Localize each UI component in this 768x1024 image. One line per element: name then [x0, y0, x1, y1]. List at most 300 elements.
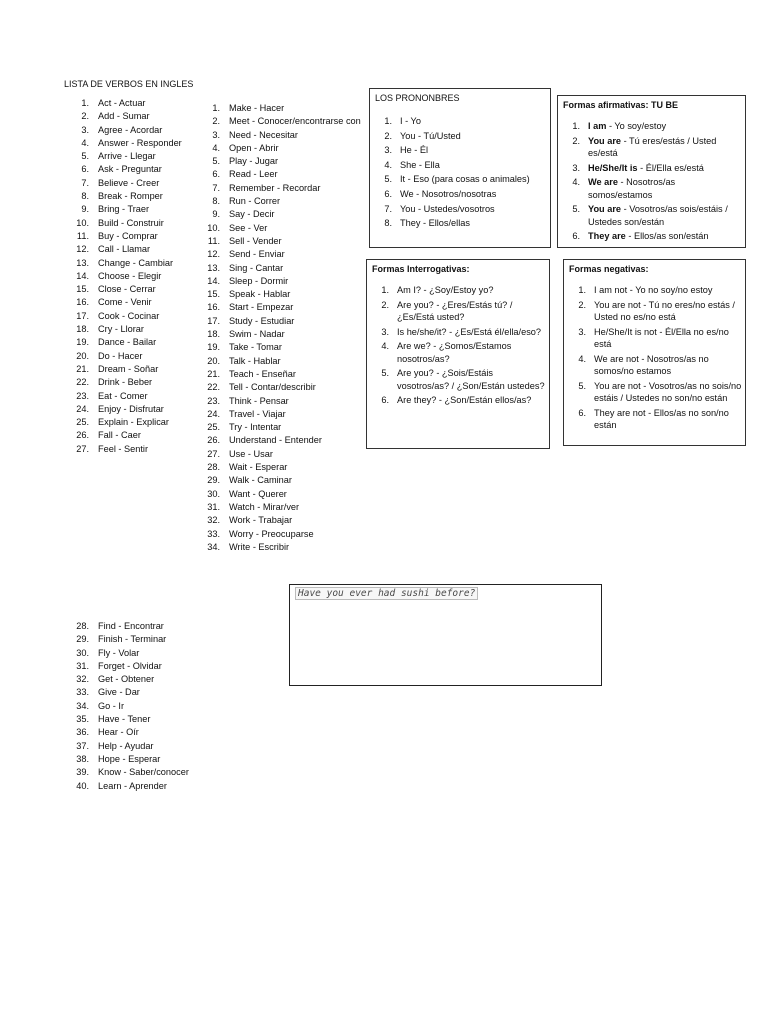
verb-item	[206, 275, 368, 288]
verb-number: 16.	[76, 297, 89, 308]
verb-text: Get - Obtener	[98, 674, 155, 685]
verb-number: 10.	[207, 222, 220, 233]
verb-number: 19.	[76, 337, 89, 348]
list-item	[376, 173, 546, 185]
verb-text: Enjoy - Disfrutar	[98, 403, 164, 414]
verb-number: 12.	[76, 244, 89, 255]
verb-text: Bring - Traer	[98, 204, 150, 215]
item-text: Are we? - ¿Somos/Estamos nosotros/as?	[397, 341, 512, 364]
verb-text: Study - Estudiar	[229, 315, 295, 326]
verb-number: 1.	[212, 103, 220, 113]
item-number: 3.	[384, 145, 392, 156]
verb-text: Believe - Creer	[98, 177, 160, 188]
verb-text: Hear - Oír	[98, 727, 139, 738]
verb-item	[206, 248, 368, 261]
verb-text: Run - Correr	[229, 196, 281, 207]
verb-item	[75, 283, 182, 296]
verb-number: 12.	[207, 249, 220, 260]
verb-text: Worry - Preocuparse	[229, 528, 314, 539]
item-number: 2.	[384, 130, 392, 141]
list-item	[570, 326, 742, 351]
verb-text: Explain - Explicar	[98, 417, 169, 428]
verb-item	[75, 740, 189, 753]
verb-text: Come - Venir	[98, 297, 152, 308]
item-text: Are you? - ¿Eres/Estás tú? / ¿Es/Está usted?	[397, 299, 513, 322]
verb-number: 23.	[207, 395, 220, 406]
verb-text: Help - Ayudar	[98, 740, 154, 751]
list-item	[373, 340, 545, 365]
verb-number: 26.	[207, 435, 220, 446]
item-text	[588, 162, 742, 174]
verb-item	[206, 395, 368, 408]
verb-number: 14.	[76, 270, 89, 281]
item-number: 7.	[384, 203, 392, 214]
verb-item	[206, 474, 368, 487]
verb-number: 21.	[207, 368, 220, 379]
verb-text: Add - Sumar	[98, 111, 150, 122]
verb-text: Write - Escribir	[229, 541, 290, 552]
verb-item	[206, 142, 368, 155]
verb-number: 13.	[76, 257, 89, 268]
item-number: 2.	[578, 299, 586, 310]
verb-item	[75, 296, 182, 309]
list-item	[376, 188, 546, 200]
list-item	[564, 203, 742, 228]
list-item	[373, 284, 545, 296]
verb-item	[75, 403, 182, 416]
verb-item	[206, 235, 368, 248]
verb-text: Give - Dar	[98, 687, 140, 698]
item-number: 2.	[381, 299, 389, 310]
verb-number: 24.	[207, 408, 220, 419]
verb-number: 40.	[76, 780, 89, 791]
verb-item	[206, 355, 368, 368]
list-item	[564, 176, 742, 201]
verb-item	[206, 528, 368, 541]
verb-item	[75, 390, 182, 403]
verb-text: Cry - Llorar	[98, 324, 144, 335]
verb-number: 20.	[76, 350, 89, 361]
verb-text: Sleep - Dormir	[229, 275, 289, 286]
verb-number: 5.	[81, 151, 89, 162]
item-number: 5.	[384, 174, 392, 185]
item-text: You are not - Vosotros/as no sois/no estáis / Ustedes no son/no están	[594, 380, 742, 403]
verb-item	[206, 368, 368, 381]
verb-item	[75, 647, 189, 660]
verb-number: 2.	[212, 116, 220, 127]
verb-number: 21.	[76, 363, 89, 374]
verb-text: Eat - Comer	[98, 390, 148, 401]
item-text: He - Él	[400, 145, 429, 156]
verb-text: Dream - Soñar	[98, 363, 159, 374]
item-text: Are they? - ¿Son/Están ellos/as?	[397, 395, 532, 406]
verb-number: 37.	[76, 740, 89, 751]
verb-item	[75, 257, 182, 270]
verb-text: Ask - Preguntar	[98, 164, 162, 175]
sushi-prompt-text: Have you ever had sushi before?	[295, 587, 478, 600]
verb-item	[206, 129, 368, 142]
pronouns-box	[369, 88, 551, 248]
item-rest-text: - Nosotros/as somos/estamos	[588, 177, 676, 200]
verb-number: 6.	[212, 169, 220, 180]
list-item	[564, 230, 742, 242]
verb-list-column-1	[75, 97, 182, 456]
verb-text: Want - Querer	[229, 488, 287, 499]
verb-item	[75, 766, 189, 779]
item-number: 1.	[572, 121, 580, 131]
pronouns-list	[376, 115, 546, 232]
verb-number: 26.	[76, 430, 89, 441]
verb-item	[75, 163, 182, 176]
verb-list-column-3	[75, 620, 189, 793]
verb-text: Buy - Comprar	[98, 230, 158, 241]
verb-number: 18.	[207, 329, 220, 340]
verb-item	[206, 448, 368, 461]
verb-text: Send - Enviar	[229, 249, 285, 260]
verb-item	[206, 155, 368, 168]
item-number: 3.	[381, 326, 389, 337]
verb-item	[206, 301, 368, 314]
verb-text: Make - Hacer	[229, 103, 285, 113]
verb-item	[75, 429, 182, 442]
verb-item	[206, 461, 368, 474]
verb-text: Remember - Recordar	[229, 182, 321, 193]
verb-number: 31.	[207, 501, 220, 512]
item-bold-text: You are	[588, 135, 622, 146]
item-number: 3.	[578, 326, 586, 337]
verb-text: Speak - Hablar	[229, 289, 291, 300]
item-bold-text: You are	[588, 204, 622, 215]
verb-number: 10.	[76, 217, 89, 228]
list-item	[376, 217, 546, 229]
verb-text: Start - Empezar	[229, 302, 294, 313]
verb-text: Go - Ir	[98, 700, 125, 711]
verb-item	[206, 102, 368, 115]
verb-number: 35.	[76, 714, 89, 725]
verb-text: Have - Tener	[98, 714, 151, 725]
item-number: 1.	[578, 285, 586, 295]
verb-item	[75, 700, 189, 713]
verb-number: 3.	[212, 129, 220, 140]
negative-forms-title: Formas negativas:	[569, 264, 649, 274]
verb-number: 22.	[207, 382, 220, 393]
item-text: They are not - Ellos/as no son/no están	[594, 407, 729, 430]
verb-text: Take - Tomar	[229, 342, 282, 353]
item-text: You - Ustedes/vosotros	[400, 203, 495, 214]
verb-text: Sell - Vender	[229, 235, 282, 246]
list-item	[570, 380, 742, 405]
item-number: 1.	[384, 116, 392, 126]
negative-forms-box	[563, 259, 746, 446]
verb-number: 29.	[76, 634, 89, 645]
verb-text: Find - Encontrar	[98, 621, 164, 631]
item-number: 6.	[578, 407, 586, 418]
interrogative-forms-title: Formas Interrogativas:	[372, 264, 470, 274]
verb-item	[75, 726, 189, 739]
verb-item	[206, 341, 368, 354]
verb-number: 34.	[76, 700, 89, 711]
verb-item	[206, 262, 368, 275]
list-item	[570, 353, 742, 378]
verb-number: 32.	[76, 674, 89, 685]
item-text	[588, 135, 742, 160]
list-item	[376, 115, 546, 127]
verb-item	[75, 780, 189, 793]
affirmative-forms-box	[557, 95, 746, 248]
item-text: She - Ella	[400, 159, 440, 170]
verb-number: 7.	[81, 177, 89, 188]
verb-item	[206, 408, 368, 421]
verb-text: Swim - Nadar	[229, 329, 285, 340]
verb-item	[75, 230, 182, 243]
verb-item	[75, 660, 189, 673]
verb-item	[206, 501, 368, 514]
item-rest-text: - Ellos/as son/están	[625, 231, 709, 242]
verb-number: 1.	[81, 98, 89, 108]
list-item	[570, 299, 742, 324]
list-item	[564, 135, 742, 160]
item-rest-text: - Yo soy/estoy	[606, 121, 667, 131]
item-number: 4.	[578, 353, 586, 364]
verb-item	[75, 190, 182, 203]
verb-item	[206, 421, 368, 434]
verb-item	[206, 541, 368, 554]
list-item	[570, 284, 742, 296]
list-item	[570, 407, 742, 432]
verb-number: 34.	[207, 541, 220, 552]
verb-number: 15.	[207, 289, 220, 300]
verb-item	[75, 243, 182, 256]
verb-item	[206, 195, 368, 208]
verb-text: Close - Cerrar	[98, 284, 156, 295]
item-number: 4.	[381, 341, 389, 352]
verb-number: 28.	[207, 462, 220, 473]
item-text: He/She/It is not - Él/Ella no es/no está	[594, 326, 729, 349]
item-number: 5.	[578, 380, 586, 391]
verb-text: Need - Necesitar	[229, 129, 298, 140]
interrogative-forms-list	[373, 284, 545, 409]
verb-text: Tell - Contar/describir	[229, 382, 316, 393]
verb-text: Wait - Esperar	[229, 462, 288, 473]
affirmative-forms-title: Formas afirmativas: TU BE	[563, 100, 679, 110]
verb-number: 2.	[81, 111, 89, 122]
verb-number: 7.	[212, 182, 220, 193]
verb-number: 31.	[76, 660, 89, 671]
verb-text: Open - Abrir	[229, 142, 279, 153]
verb-text: Dance - Bailar	[98, 337, 157, 348]
verb-number: 25.	[76, 417, 89, 428]
verb-number: 9.	[81, 204, 89, 215]
sushi-text-box[interactable]	[289, 584, 602, 686]
verb-number: 27.	[76, 443, 89, 454]
verb-item	[75, 124, 182, 137]
verb-text: Understand - Entender	[229, 435, 322, 446]
verb-item	[75, 310, 182, 323]
item-text	[588, 176, 742, 201]
verb-text: Fly - Volar	[98, 647, 140, 658]
verb-number: 22.	[76, 377, 89, 388]
item-number: 2.	[572, 135, 580, 146]
verb-item	[75, 686, 189, 699]
verb-item	[75, 376, 182, 389]
verb-text: Learn - Aprender	[98, 780, 167, 791]
verb-text: Know - Saber/conocer	[98, 767, 189, 778]
verb-item	[75, 203, 182, 216]
list-item	[376, 144, 546, 156]
verb-number: 39.	[76, 767, 89, 778]
verb-number: 29.	[207, 475, 220, 486]
verb-item	[75, 110, 182, 123]
verb-item	[75, 416, 182, 429]
verb-item	[206, 288, 368, 301]
verb-text: Hope - Esperar	[98, 753, 161, 764]
verb-item	[206, 115, 368, 128]
verb-number: 30.	[76, 647, 89, 658]
verb-item	[75, 177, 182, 190]
verb-item	[75, 713, 189, 726]
verb-item	[206, 208, 368, 221]
verb-text: Work - Trabajar	[229, 515, 293, 526]
verb-text: Arrive - Llegar	[98, 151, 156, 162]
item-number: 3.	[572, 162, 580, 173]
verb-item	[75, 363, 182, 376]
verb-text: Build - Construir	[98, 217, 164, 228]
verb-text: Say - Decir	[229, 209, 275, 220]
verb-number: 25.	[207, 422, 220, 433]
verb-text: Play - Jugar	[229, 156, 279, 167]
verb-item	[75, 673, 189, 686]
verb-item	[75, 323, 182, 336]
verb-text: Break - Romper	[98, 191, 163, 202]
verb-text: Try - Intentar	[229, 422, 282, 433]
item-number: 5.	[572, 204, 580, 215]
verb-text: Answer - Responder	[98, 137, 182, 148]
verb-text: Cook - Cocinar	[98, 310, 160, 321]
verb-number: 3.	[81, 124, 89, 135]
item-number: 5.	[381, 368, 389, 379]
list-item	[376, 159, 546, 171]
verb-item	[206, 328, 368, 341]
verb-number: 19.	[207, 342, 220, 353]
verb-text: Read - Leer	[229, 169, 278, 180]
verb-number: 38.	[76, 753, 89, 764]
item-bold-text: They are	[588, 231, 626, 242]
list-item	[564, 162, 742, 174]
verb-item	[75, 217, 182, 230]
list-item	[564, 120, 742, 132]
item-number: 6.	[384, 188, 392, 199]
verb-item	[75, 336, 182, 349]
verb-item	[206, 182, 368, 195]
verb-number: 14.	[207, 275, 220, 286]
item-text: You are not - Tú no eres/no estás / Usted no es/no está	[594, 299, 735, 322]
list-item	[376, 130, 546, 142]
negative-forms-list	[570, 284, 742, 434]
verb-text: Feel - Sentir	[98, 443, 149, 454]
verb-text: Teach - Enseñar	[229, 368, 296, 379]
verb-number: 6.	[81, 164, 89, 175]
verb-number: 4.	[212, 142, 220, 153]
item-number: 1.	[381, 285, 389, 295]
verb-number: 17.	[76, 310, 89, 321]
item-text: Is he/she/it? - ¿Es/Está él/ella/eso?	[397, 326, 542, 337]
verb-item	[206, 222, 368, 235]
verb-item	[206, 168, 368, 181]
item-rest-text: - Tú eres/estás / Usted es/está	[588, 135, 717, 158]
verb-number: 9.	[212, 209, 220, 220]
verb-item	[75, 150, 182, 163]
verb-item	[75, 97, 182, 110]
item-text: I am not - Yo no soy/no estoy	[594, 285, 713, 295]
verb-text: Drink - Beber	[98, 377, 153, 388]
list-title: LISTA DE VERBOS EN INGLES	[64, 79, 194, 89]
item-number: 6.	[572, 231, 580, 242]
verb-number: 4.	[81, 137, 89, 148]
item-text: Am I? - ¿Soy/Estoy yo?	[397, 285, 494, 295]
item-rest-text: - Vosotros/as sois/estáis / Ustedes son/están	[588, 204, 728, 227]
verb-number: 15.	[76, 284, 89, 295]
item-text: We are not - Nosotros/as no somos/no estamos	[594, 353, 709, 376]
list-item	[373, 367, 545, 392]
verb-number: 8.	[81, 191, 89, 202]
item-text	[588, 203, 742, 228]
item-text: We - Nosotros/nosotras	[400, 188, 497, 199]
affirmative-forms-list	[564, 120, 742, 245]
verb-item	[75, 633, 189, 646]
item-bold-text: He/She/It is	[588, 162, 638, 173]
verb-text: Change - Cambiar	[98, 257, 174, 268]
verb-item	[206, 514, 368, 527]
verb-text: Agree - Acordar	[98, 124, 163, 135]
verb-number: 11.	[76, 230, 89, 241]
verb-text: Fall - Caer	[98, 430, 141, 441]
list-item	[376, 203, 546, 215]
verb-number: 30.	[207, 488, 220, 499]
item-rest-text: - Él/Ella es/está	[637, 162, 704, 173]
verb-item	[206, 488, 368, 501]
verb-item	[75, 270, 182, 283]
pronouns-title: LOS PRONONBRES	[375, 93, 460, 103]
item-number: 8.	[384, 218, 392, 229]
verb-text: Walk - Caminar	[229, 475, 292, 486]
verb-text: Think - Pensar	[229, 395, 289, 406]
verb-item	[206, 315, 368, 328]
item-number: 4.	[572, 177, 580, 188]
verb-text: See - Ver	[229, 222, 268, 233]
item-text	[588, 120, 742, 132]
verb-item	[75, 350, 182, 363]
verb-text: Sing - Cantar	[229, 262, 284, 273]
verb-list-column-2	[206, 102, 368, 552]
verb-number: 18.	[76, 324, 89, 335]
verb-number: 16.	[207, 302, 220, 313]
verb-item	[206, 381, 368, 394]
verb-number: 23.	[76, 390, 89, 401]
verb-text: Forget - Olvidar	[98, 660, 162, 671]
list-item	[373, 326, 545, 338]
item-number: 6.	[381, 395, 389, 406]
verb-number: 17.	[207, 315, 220, 326]
verb-number: 13.	[207, 262, 220, 273]
item-text: You - Tú/Usted	[400, 130, 461, 141]
verb-text: Use - Usar	[229, 448, 273, 459]
verb-number: 5.	[212, 156, 220, 167]
verb-number: 33.	[207, 528, 220, 539]
list-item	[373, 394, 545, 406]
item-text: I - Yo	[400, 116, 421, 126]
interrogative-forms-box	[366, 259, 550, 449]
item-bold-text: We are	[588, 177, 618, 188]
